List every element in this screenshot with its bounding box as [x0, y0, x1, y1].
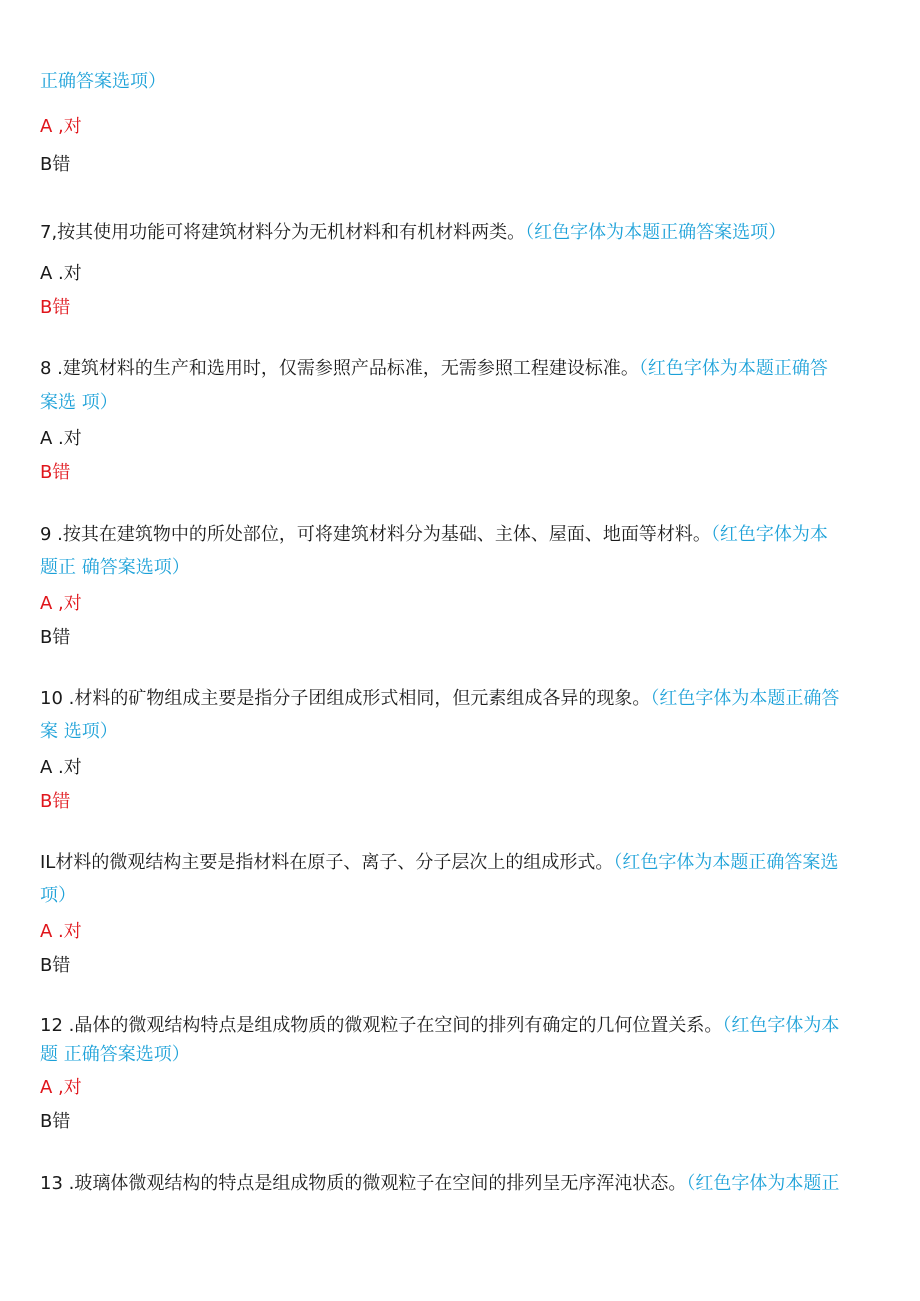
q10-hint-1: （红色字体为本题正确答 [650, 688, 840, 709]
q12-option-b: B错 [40, 1111, 71, 1132]
q11-option-a: A .对 [40, 921, 82, 942]
q6-hint: 正确答案选项） [40, 71, 166, 92]
q13-question-line [40, 1172, 890, 1196]
q9-question: 9 .按其在建筑物中的所处部位，可将建筑材料分为基础、主体、屋面、地面等材料。 [40, 524, 711, 545]
q11-question: IL材料的微观结构主要是指材料在原子、离子、分子层次上的组成形式。 [40, 852, 614, 873]
q10-hint-2: 案 选项） [40, 721, 118, 742]
q9-option-a: A ,对 [40, 593, 82, 614]
q7-hint: （红色字体为本题正确答案选项） [525, 222, 787, 243]
q12-option-a: A ,对 [40, 1077, 82, 1098]
q12-hint-1: （红色字体为本 [722, 1015, 840, 1036]
q6-option-b: B错 [40, 154, 71, 175]
q10-question: 10 .材料的矿物组成主要是指分子团组成形式相同，但元素组成各异的现象。 [40, 688, 651, 709]
q11-hint-1: （红色字体为本题正确答案选 [613, 852, 839, 873]
q8-hint-2: 案选 项） [40, 392, 118, 413]
q8-option-b: B错 [40, 462, 71, 483]
q9-question-line [40, 523, 890, 547]
q11-hint-2: 项） [40, 885, 76, 906]
q10-question-line [40, 687, 890, 711]
q11-question-line [40, 851, 890, 875]
q12-question: 12 .晶体的微观结构特点是组成物质的微观粒子在空间的排列有确定的几何位置关系。 [40, 1015, 723, 1036]
q8-option-a: A .对 [40, 428, 82, 449]
q10-option-a: A .对 [40, 757, 82, 778]
q12-question-line [40, 1014, 890, 1038]
q8-hint-1: （红色字体为本题正确答 [638, 358, 828, 379]
q7-question: 7,按其使用功能可将建筑材料分为无机材料和有机材料两类。 [40, 222, 526, 243]
q8-question: 8 .建筑材料的生产和选用时，仅需参照产品标准，无需参照工程建设标准。 [40, 358, 639, 379]
q11-option-b: B错 [40, 955, 71, 976]
q9-hint-2: 题正 确答案选项） [40, 557, 190, 578]
q9-hint-1: （红色字体为本 [710, 524, 828, 545]
q7-option-a: A .对 [40, 263, 82, 284]
q6-option-a: A ,对 [40, 116, 82, 137]
q9-option-b: B错 [40, 627, 71, 648]
q13-hint-1: （红色字体为本题正 [686, 1173, 840, 1194]
q6-hint-line [40, 70, 890, 94]
q10-option-b: B错 [40, 791, 71, 812]
q7-option-b: B错 [40, 297, 71, 318]
q12-hint-2: 题 正确答案选项） [40, 1044, 190, 1065]
q8-question-line [40, 357, 890, 381]
q7-question-line [40, 221, 890, 245]
q13-question: 13 .玻璃体微观结构的特点是组成物质的微观粒子在空间的排列呈无序浑沌状态。 [40, 1173, 687, 1194]
